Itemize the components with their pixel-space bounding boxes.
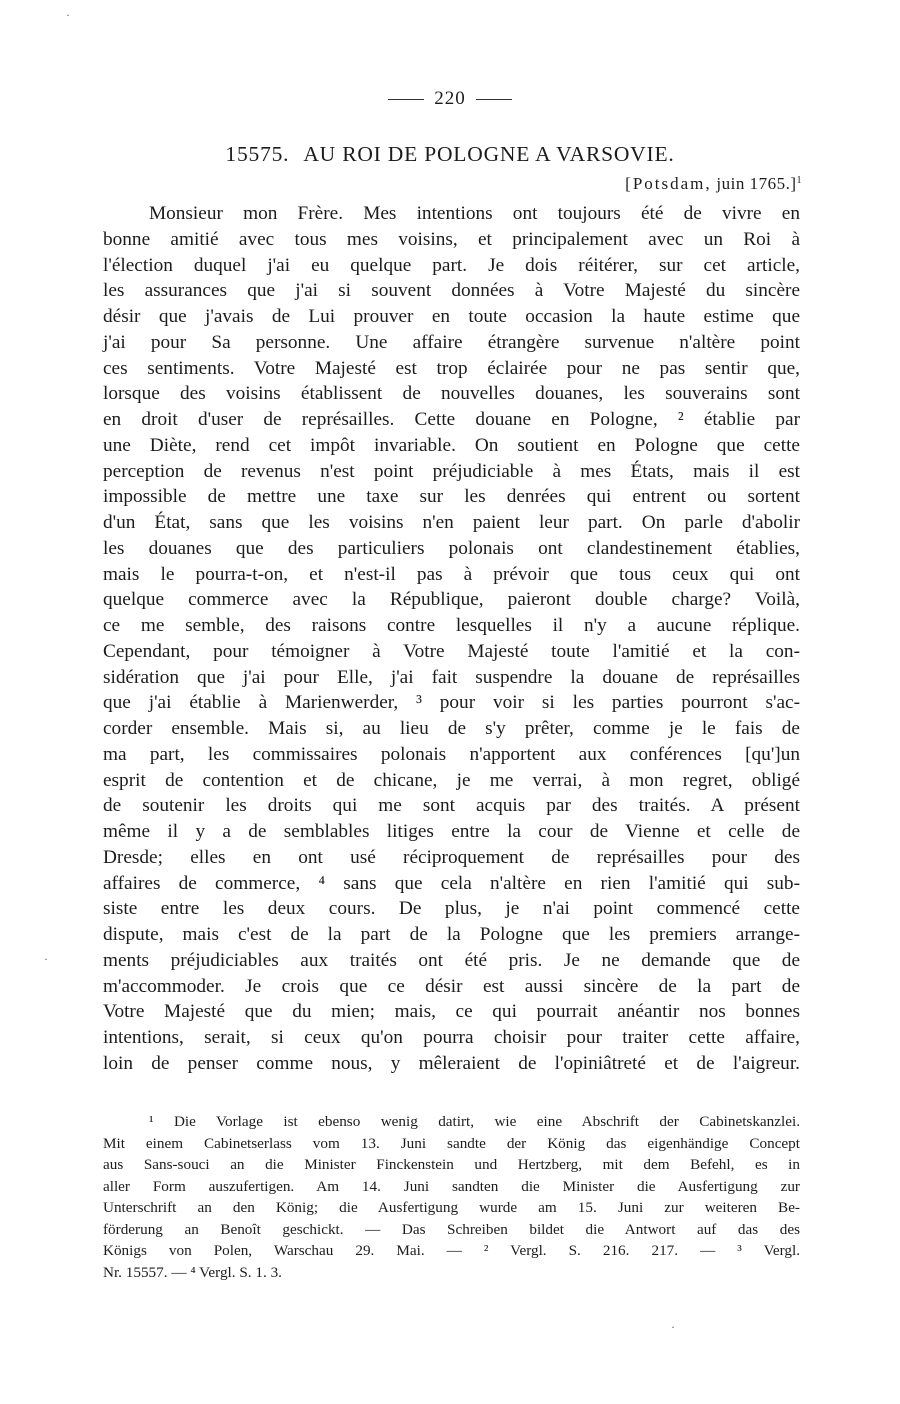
letter-line: siste entre les deux cours. De plus, je n'ai point commencé cette: [103, 898, 800, 920]
page-number-dash-left: [388, 99, 424, 100]
footnote-line: ¹ Die Vorlage ist ebenso wenig datirt, wie eine Abschrift der Cabinetskanzlei.: [149, 1113, 800, 1130]
scan-speck: ·: [671, 1320, 675, 1334]
footnotes: [103, 1111, 800, 1283]
letter-line: bonne amitié avec tous mes voisins, et principalement avec un Roi à: [103, 228, 800, 250]
dateline-note-ref: 1: [796, 175, 802, 186]
dateline-place: [Potsdam,: [625, 174, 712, 193]
letter-line: ces sentiments. Votre Majesté est trop éclairée pour ne pas sentir que,: [103, 357, 800, 379]
page-number-dash-right: [476, 99, 512, 100]
page-number: [0, 88, 900, 110]
dateline: [625, 174, 802, 194]
scan-speck: ·: [44, 952, 48, 966]
letter-line: quelque commerce avec la République, paieront double charge? Voilà,: [103, 589, 800, 611]
letter-line: intentions, serait, si ceux qu'on pourra choisir pour traiter cette affaire,: [103, 1027, 800, 1048]
letter-line: que j'ai établie à Marienwerder, ³ pour voir si les parties pourront s'ac-: [103, 692, 800, 714]
letter-body: [103, 201, 800, 1077]
letter-line: ma part, les commissaires polonais n'apportent aux conférences [qu']un: [103, 743, 800, 765]
letter-line: dispute, mais c'est de la part de la Pologne que les premiers arrange-: [103, 924, 800, 945]
letter-line: en droit d'user de représailles. Cette douane en Pologne, ² établie par: [103, 409, 800, 430]
letter-line: affaires de commerce, ⁴ sans que cela n'altère en rien l'amitié qui sub-: [103, 872, 800, 894]
letter-line: les assurances que j'ai si souvent données à Votre Majesté du sincère: [103, 280, 800, 302]
letter-line: même il y a de semblables litiges entre la cour de Vienne et celle de: [103, 821, 800, 842]
letter-line: impossible de mettre une taxe sur les denrées qui entrent ou sortent: [103, 486, 800, 508]
letter-line: l'élection duquel j'ai eu quelque part. Je dois réitérer, sur cet article,: [103, 254, 800, 276]
letter-line: désir que j'avais de Lui prouver en toute occasion la haute estime que: [103, 306, 800, 327]
footnote-line: Unterschrift an den König; die Ausfertigung wurde am 15. Juni zur weiteren Be-: [103, 1199, 800, 1216]
letter-number: 15575.: [225, 142, 290, 166]
letter-line: esprit de contention et de chicane, je me verrai, à mon regret, obligé: [103, 769, 800, 791]
letter-line: Votre Majesté que du mien; mais, ce qui pourrait anéantir nos bonnes: [103, 1001, 800, 1023]
footnote-line: Nr. 15557. — ⁴ Vergl. S. 1. 3.: [103, 1263, 282, 1281]
letter-line: Dresde; elles en ont usé réciproquement de représailles pour des: [103, 846, 800, 868]
letter-line: perception de revenus n'est point préjudiciable à mes États, mais il est: [103, 460, 800, 482]
letter-line: de soutenir les droits qui me sont acquis par des traités. A présent: [103, 795, 800, 817]
letter-line: lorsque des voisins établissent de nouvelles douanes, les souverains sont: [103, 383, 800, 405]
letter-line: m'accommoder. Je crois que ce désir est aussi sincère de la part de: [103, 975, 800, 997]
letter-line: ments préjudiciables aux traités ont été pris. Je ne demande que de: [103, 949, 800, 971]
letter-line: corder ensemble. Mais si, au lieu de s'y prêter, comme je le fais de: [103, 718, 800, 739]
letter-title: AU ROI DE POLOGNE A VARSOVIE.: [303, 142, 675, 166]
letter-line: loin de penser comme nous, y mêleraient de l'opiniâtreté et de l'aigreur.: [103, 1052, 800, 1074]
footnote-line: Mit einem Cabinetserlass vom 13. Juni sandte der König das eigenhändige Concept: [103, 1134, 800, 1152]
page-number-text: 220: [434, 88, 466, 109]
letter-line: j'ai pour Sa personne. Une affaire étrangère survenue n'altère point: [103, 331, 800, 353]
letter-line: d'un État, sans que les voisins n'en paient leur part. On parle d'abolir: [103, 512, 800, 533]
letter-line: les douanes que des particuliers polonais ont clandestinement établies,: [103, 537, 800, 559]
footnote-line: Königs von Polen, Warschau 29. Mai. — ² Vergl. S. 216. 217. — ³ Vergl.: [103, 1242, 800, 1259]
letter-heading: [0, 142, 900, 167]
letter-line: sidération que j'ai pour Elle, j'ai fait suspendre la douane de représailles: [103, 666, 800, 688]
footnote-line: aus Sans-souci an die Minister Finckenstein und Hertzberg, mit dem Befehl, es in: [103, 1156, 800, 1173]
letter-line: Monsieur mon Frère. Mes intentions ont toujours été de vivre en: [149, 203, 800, 224]
letter-line: ce me semble, des raisons contre lesquelles il n'y a aucune réplique.: [103, 615, 800, 636]
scan-speck: ·: [66, 8, 70, 22]
footnote-line: aller Form auszufertigen. Am 14. Juni sandten die Minister die Ausfertigung zur: [103, 1177, 800, 1195]
dateline-date: juin 1765.]: [716, 174, 797, 193]
letter-line: Cependant, pour témoigner à Votre Majesté toute l'amitié et la con-: [103, 640, 800, 662]
letter-line: une Diète, rend cet impôt invariable. On soutient en Pologne que cette: [103, 434, 800, 456]
letter-line: mais le pourra-t-on, et n'est-il pas à prévoir que tous ceux qui ont: [103, 563, 800, 585]
footnote-line: förderung an Benoît geschickt. — Das Schreiben bildet die Antwort auf das des: [103, 1220, 800, 1238]
